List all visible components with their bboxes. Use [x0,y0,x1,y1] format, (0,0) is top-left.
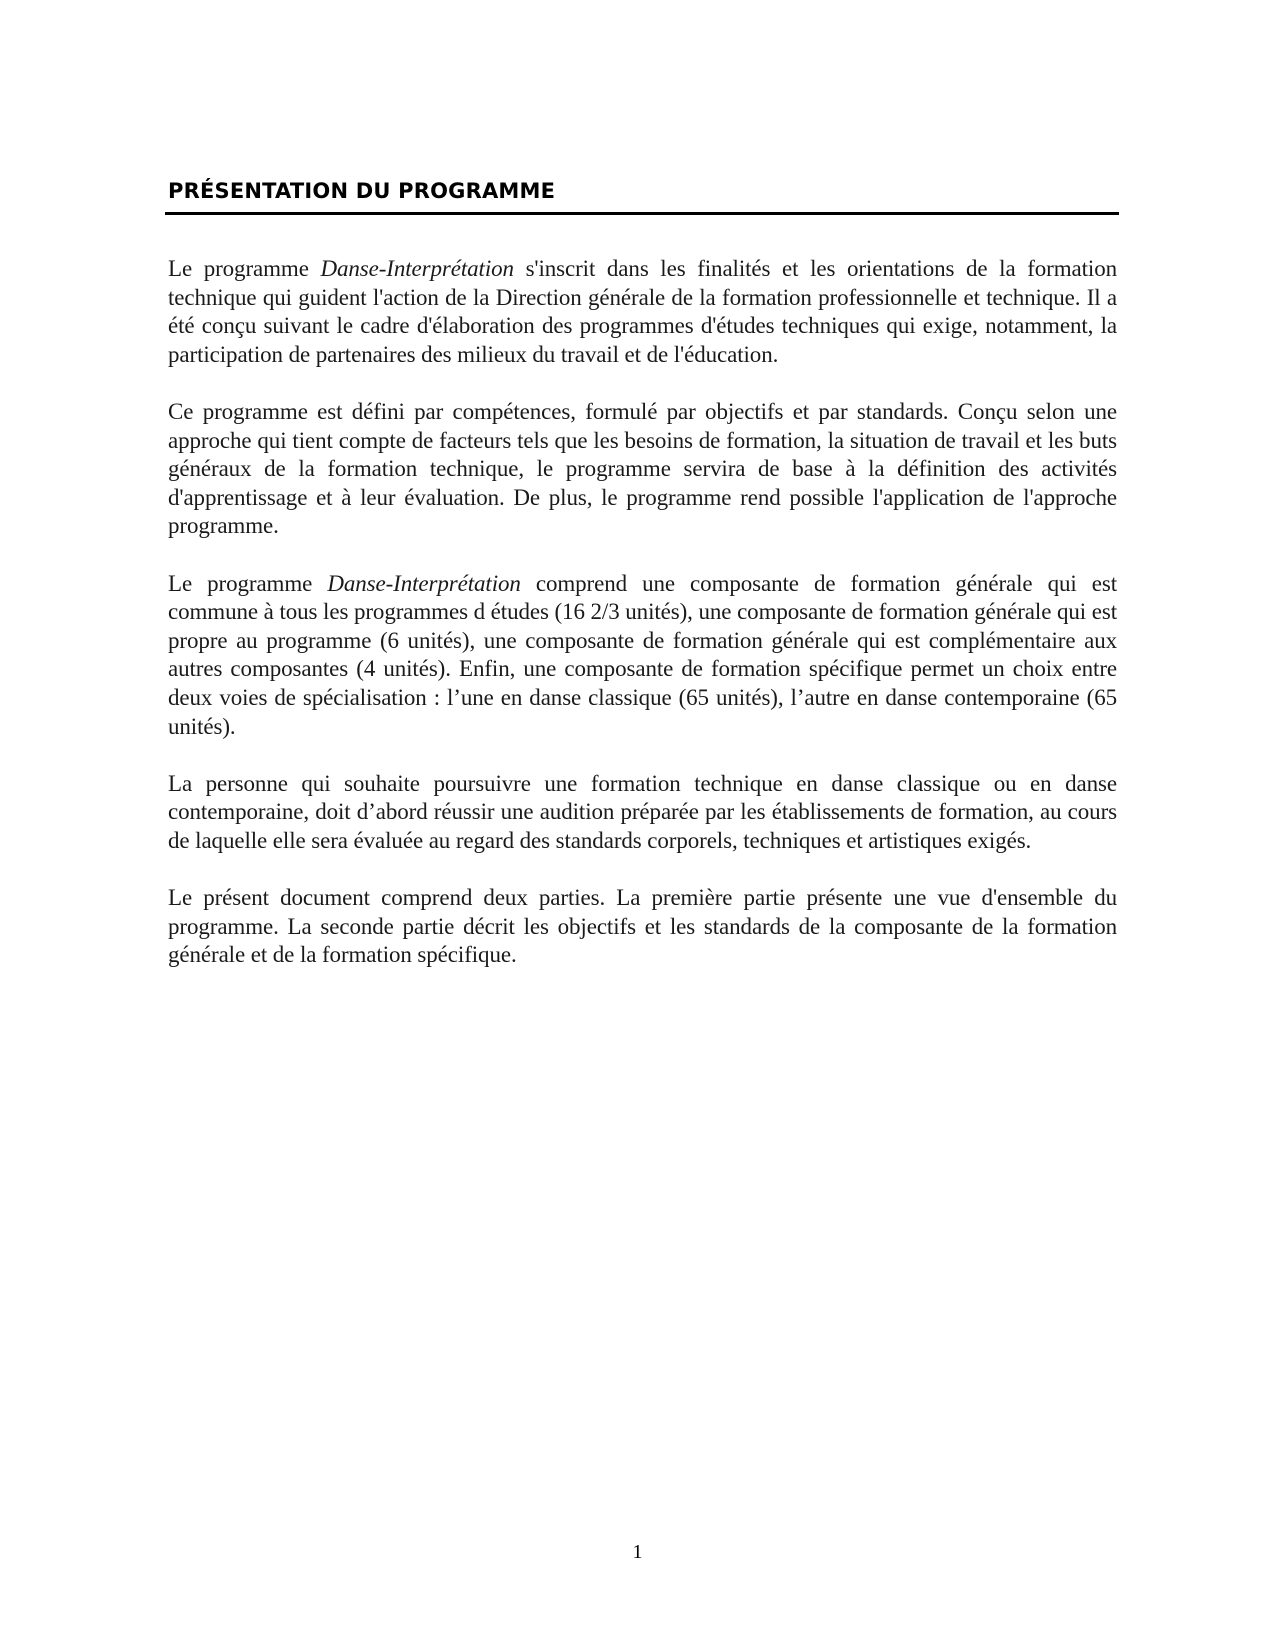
paragraph-5: Le présent document comprend deux parties. La première partie présente une vue d'ensemble du programme. La seconde partie décrit les objectifs et les standards de la composante de la formation générale et de la formation spécifique. [168,885,1117,968]
paragraph-3 [168,570,1117,742]
program-name-emphasis: Danse-Interprétation [320,256,514,281]
paragraph-3-lead: Le programme [168,570,328,596]
page-number: 1 [632,1541,643,1563]
program-name-emphasis: Danse-Interprétation [327,570,521,596]
paragraph-3-rest: comprend une composante de formation générale qui est commune à tous les programmes d études (16 2/3 unités), une composante de formation générale qui est propre au programme (6 unités), une composante de formation générale qui est complémentaire aux autres composantes (4 unités). Enfin, une composante de formation spécifique permet un choix entre deux voies de spécialisation : l’une en danse classique (65 unités), l’autre en danse contemporaine (65 unités). [168,570,1117,739]
paragraph-1-rest: s'inscrit dans les finalités et les orientations de la formation technique qui guident l'action de la Direction générale de la formation professionnelle et technique. Il a été conçu suivant le cadre d'élaboration des programmes d'études techniques qui exige, notamment, la participation de partenaires des milieux du travail et de l'éducation. [168,256,1117,367]
paragraph-4: La personne qui souhaite poursuivre une formation technique en danse classique ou en danse contemporaine, doit d’abord réussir une audition préparée par les établissements de formation, au cours de laquelle elle sera évaluée au regard des standards corporels, techniques et artistiques exigés. [168,770,1117,853]
paragraph-1-lead: Le programme [168,256,321,281]
paragraph-2: Ce programme est défini par compétences, formulé par objectifs et par standards. Conçu selon une approche qui tient compte de facteurs tels que les besoins de formation, la situation de travail et les buts généraux de la formation technique, le programme servira de base à la définition des activités d'apprentissage et à leur évaluation. De plus, le programme rend possible l'application de l'approche programme. [168,398,1117,539]
heading-underline [165,212,1119,215]
section-heading: PRÉSENTATION DU PROGRAMME [168,179,556,203]
paragraph-1 [168,255,1117,369]
body-text [168,255,1117,998]
